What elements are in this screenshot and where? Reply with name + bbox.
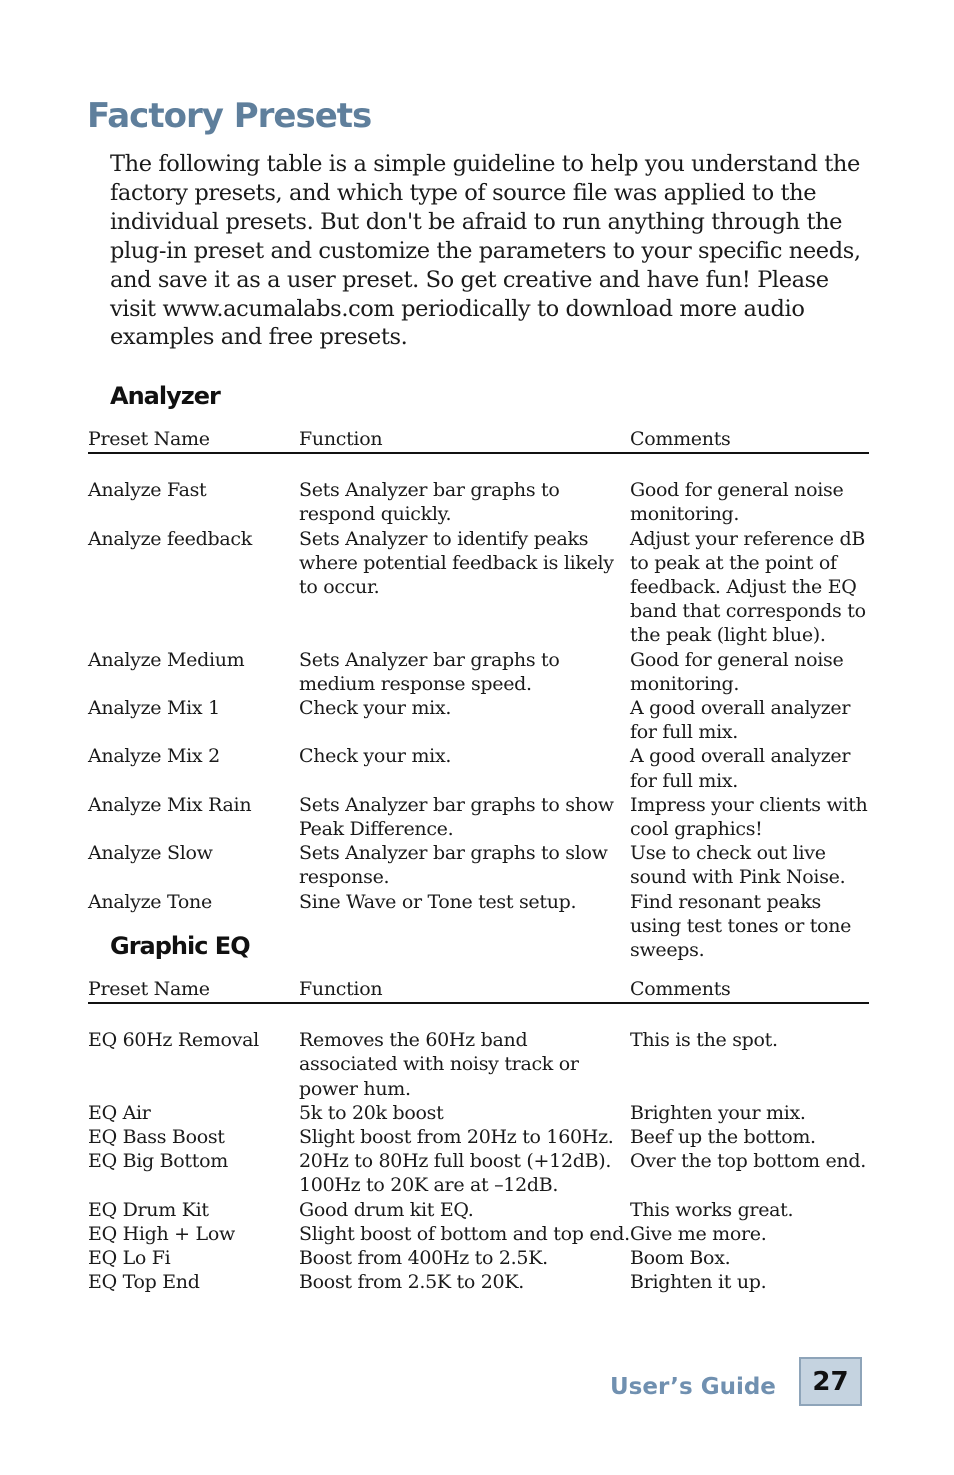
table-row — [88, 696, 869, 744]
function-cell: 20Hz to 80Hz full boost (+12dB). 100Hz to 20K are at –12dB. — [299, 1150, 612, 1197]
function-cell: Boost from 2.5K to 20K. — [299, 1271, 524, 1294]
function-cell: Sets Analyzer bar graphs to show Peak Difference. — [299, 793, 614, 841]
table-row — [88, 1270, 869, 1294]
comments-cell: Impress your clients with cool graphics! — [630, 793, 868, 841]
column-header-function: Function — [299, 428, 383, 450]
preset-name-cell: Analyze Fast — [88, 479, 207, 502]
function-cell: Sine Wave or Tone test setup. — [299, 890, 577, 913]
table-row — [88, 1198, 869, 1222]
comments-cell: Good for general noise monitoring. — [630, 479, 844, 526]
analyzer-table-header — [88, 427, 869, 454]
table-row — [88, 1125, 869, 1149]
preset-name-cell: EQ Drum Kit — [88, 1198, 209, 1221]
table-row — [88, 841, 869, 889]
function-cell: 5k to 20k boost — [299, 1101, 444, 1124]
preset-name-cell: Analyze Medium — [88, 648, 245, 671]
function-cell: Check your mix. — [299, 745, 452, 768]
page-title: Factory Presets — [87, 96, 372, 136]
graphic-eq-table — [88, 977, 869, 1294]
table-row — [88, 1222, 869, 1246]
footer-guide-label: User’s Guide — [610, 1374, 776, 1400]
comments-cell: Good for general noise monitoring. — [630, 648, 844, 695]
analyzer-section-title: Analyzer — [110, 382, 220, 410]
preset-name-cell: Analyze Slow — [88, 842, 213, 865]
comments-cell: This is the spot. — [630, 1029, 778, 1052]
preset-name-cell: Analyze Mix 2 — [88, 745, 220, 768]
preset-name-cell: Analyze Mix 1 — [88, 697, 220, 720]
comments-cell: Use to check out live sound with Pink Noise. — [630, 842, 846, 889]
table-row — [88, 1101, 869, 1125]
preset-name-cell: EQ Lo Fi — [88, 1247, 171, 1270]
function-cell: Boost from 400Hz to 2.5K. — [299, 1247, 548, 1270]
function-cell: Slight boost of bottom and top end. — [299, 1222, 630, 1245]
table-row — [88, 478, 869, 526]
comments-cell: Over the top bottom end. — [630, 1150, 866, 1173]
analyzer-table — [88, 427, 869, 962]
graphic-eq-section-title: Graphic EQ — [110, 932, 250, 960]
table-row — [88, 648, 869, 696]
comments-cell: Give me more. — [630, 1222, 767, 1245]
preset-name-cell: Analyze Mix Rain — [88, 793, 252, 816]
preset-name-cell: EQ Bass Boost — [88, 1126, 225, 1149]
comments-cell: Adjust your reference dB to peak at the point of feedback. Adjust the EQ band that corresponds to the peak (light blue). — [630, 527, 866, 647]
table-row — [88, 527, 869, 648]
preset-name-cell: EQ Big Bottom — [88, 1150, 228, 1173]
function-cell: Good drum kit EQ. — [299, 1198, 474, 1221]
column-header-preset-name: Preset Name — [88, 428, 210, 450]
preset-name-cell: Analyze feedback — [88, 527, 252, 550]
comments-cell: Brighten your mix. — [630, 1101, 806, 1124]
column-header-function: Function — [299, 978, 383, 1000]
preset-name-cell: EQ Top End — [88, 1271, 200, 1294]
function-cell: Sets Analyzer bar graphs to slow response. — [299, 842, 608, 889]
function-cell: Sets Analyzer bar graphs to medium response speed. — [299, 648, 560, 695]
column-header-comments: Comments — [630, 978, 731, 1000]
comments-cell: Boom Box. — [630, 1247, 731, 1270]
function-cell: Slight boost from 20Hz to 160Hz. — [299, 1126, 614, 1149]
function-cell: Check your mix. — [299, 697, 452, 720]
comments-cell: Brighten it up. — [630, 1271, 767, 1294]
graphic-eq-table-header — [88, 977, 869, 1004]
column-header-preset-name: Preset Name — [88, 978, 210, 1000]
preset-name-cell: EQ 60Hz Removal — [88, 1029, 259, 1052]
preset-name-cell: EQ Air — [88, 1101, 151, 1124]
comments-cell: A good overall analyzer for full mix. — [630, 697, 851, 744]
preset-name-cell: Analyze Tone — [88, 890, 212, 913]
table-row — [88, 1028, 869, 1101]
function-cell: Removes the 60Hz band associated with noisy track or power hum. — [299, 1029, 579, 1100]
table-row — [88, 1246, 869, 1270]
comments-cell: Find resonant peaks using test tones or tone sweeps. — [630, 890, 852, 962]
page-number: 27 — [799, 1357, 862, 1406]
preset-name-cell: EQ High + Low — [88, 1222, 235, 1245]
table-row — [88, 1149, 869, 1197]
intro-paragraph: The following table is a simple guideline to help you understand the factory presets, and which type of source file was applied to the individual presets. But don't be afraid to run anything through the plug-in preset and customize the parameters to your specific needs, and save it as a user preset. So get creative and have fun! Please visit www.acumalabs.com periodically to download more audio examples and free presets. — [110, 151, 861, 351]
table-row — [88, 744, 869, 792]
comments-cell: This works great. — [630, 1198, 794, 1221]
comments-cell: A good overall analyzer for full mix. — [630, 745, 851, 792]
function-cell: Sets Analyzer bar graphs to respond quickly. — [299, 479, 560, 526]
function-cell: Sets Analyzer to identify peaks where potential feedback is likely to occur. — [299, 527, 614, 599]
comments-cell: Beef up the bottom. — [630, 1126, 816, 1149]
column-header-comments: Comments — [630, 428, 731, 450]
table-row — [88, 793, 869, 841]
